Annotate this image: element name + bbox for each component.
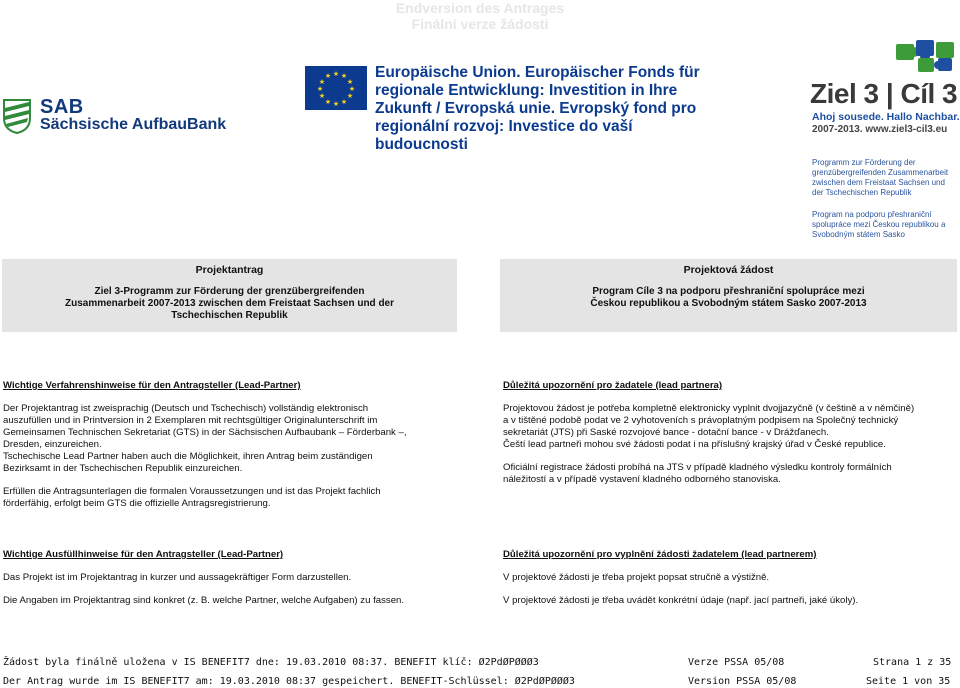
sab-acronym: SAB <box>40 96 84 118</box>
title-box-line: Program Cíle 3 na podporu přeshraniční spolupráce mezi <box>592 286 865 297</box>
eu-text-line: regionální rozvoj: Investice do vaší budoucnosti <box>375 118 633 153</box>
text-line: Oficiální registrace žádosti probíhá na JTS v případě kladného výsledku kontroly formálních <box>503 462 892 473</box>
section-heading: Důležitá upozornění pro vyplnění žádosti žadatelem (lead partnerem) <box>503 549 817 560</box>
eu-funding-text <box>375 64 705 154</box>
title-box-line: Českou republikou a Svobodným státem Sasko 2007-2013 <box>590 298 867 309</box>
title-box-line: Tschechischen Republik <box>171 310 288 321</box>
ziel3-logo-block <box>806 38 958 138</box>
footer-version-cz: Verze PSSA 05/08 <box>688 657 785 668</box>
text-line: förderfähig, erfolgt beim GTS die offizielle Antragsregistrierung. <box>3 498 271 509</box>
text-line: Dresden, einzureichen. <box>3 439 102 450</box>
paragraph: V projektové žádosti je třeba projekt popsat stručně a výstižně. <box>503 572 770 583</box>
title-box-line: Ziel 3-Programm zur Förderung der grenzübergreifenden <box>94 286 365 297</box>
paragraph <box>3 486 473 510</box>
svg-text:★: ★ <box>324 98 332 106</box>
section-heading: Důležitá upozornění pro žadatele (lead partnera) <box>503 380 723 391</box>
program-info-line: Programm zur Förderung der <box>812 158 916 167</box>
program-info-line: Program na podporu přeshraniční <box>812 210 932 219</box>
program-info-line: grenzübergreifenden Zusammenarbeit <box>812 168 949 177</box>
title-box-de <box>2 259 457 332</box>
text-line: Tschechische Lead Partner haben auch die Möglichkeit, ihren Antrag beim zuständigen <box>3 451 373 462</box>
text-line: náležitostí a v případě vystavení kladného odborného stanoviska. <box>503 474 781 485</box>
program-info-line: spolupráce mezi Českou republikou a <box>812 220 946 229</box>
text-line: Projektovou žádost je potřeba kompletně elektronicky vyplnit dvojjazyčně (v češtině a v němčině) <box>503 403 915 414</box>
text-line: Čeští lead partneři mohou své žádosti podat i na příslušný krajský úřad v České republice. <box>503 439 886 450</box>
footer-saved-cz: Žádost byla finálně uložena v IS BENEFIT7 dne: 19.03.2010 08:37. BENEFIT klíč: Ø2PdØPØØØ3 <box>3 657 539 668</box>
title-box-line: Zusammenarbeit 2007-2013 zwischen dem Freistaat Sachsen und der <box>64 298 395 309</box>
ziel3-slogan: Ahoj sousede. Hallo Nachbar. <box>812 111 960 123</box>
text-line: Der Projektantrag ist zweisprachig (Deutsch und Tschechisch) vollständig elektronisch <box>3 403 369 414</box>
puzzle-icon <box>892 38 958 76</box>
paragraph: Das Projekt ist im Projektantrag in kurzer und aussagekräftiger Form darzustellen. <box>3 572 352 583</box>
footer-page-cz: Strana 1 z 35 <box>873 657 952 668</box>
program-info-de <box>812 158 957 198</box>
svg-text:★: ★ <box>332 70 340 78</box>
section-procedure-cz <box>503 380 958 497</box>
title-box-cz <box>500 259 957 332</box>
eu-flag-icon <box>305 66 367 110</box>
svg-text:★: ★ <box>346 92 354 100</box>
program-info-line: Svobodným státem Sasko <box>812 230 905 239</box>
eu-text-line: Europäische Union. Europäischer Fonds für <box>375 64 700 81</box>
svg-text:★: ★ <box>324 72 332 80</box>
svg-text:★: ★ <box>316 85 324 93</box>
footer-page-de: Seite 1 von 35 <box>866 676 951 687</box>
paragraph: Die Angaben im Projektantrag sind konkret (z. B. welche Partner, welche Aufgaben) zu fassen. <box>3 595 405 606</box>
footer-version-de: Version PSSA 05/08 <box>688 676 797 687</box>
paragraph <box>503 403 958 451</box>
svg-text:★: ★ <box>340 98 348 106</box>
paragraph: V projektové žádosti je třeba uvádět konkrétní údaje (např. jací partneři, jaké úkoly). <box>503 595 859 606</box>
svg-text:★: ★ <box>348 85 356 93</box>
paragraph <box>3 403 473 475</box>
section-fill-cz <box>503 549 958 618</box>
svg-text:★: ★ <box>340 72 348 80</box>
watermark-line-de: Endversion des Antrages <box>395 0 565 16</box>
watermark-line-cz: Finální verze žádosti <box>411 16 549 32</box>
svg-text:★: ★ <box>346 78 354 86</box>
svg-text:★: ★ <box>318 78 326 86</box>
text-line: Bezirksamt in der Tschechischen Republik einzureichen. <box>3 463 243 474</box>
section-heading: Wichtige Ausfüllhinweise für den Antragsteller (Lead-Partner) <box>3 549 284 560</box>
section-heading: Wichtige Verfahrenshinweise für den Antragsteller (Lead-Partner) <box>3 380 301 391</box>
text-line: auszufüllen und in Printversion in 2 Exemplaren mit rechtsgültiger Originalunterschrift im <box>3 415 378 426</box>
sab-name: Sächsische AufbauBank <box>40 116 227 133</box>
sab-logo <box>2 96 227 140</box>
footer-saved-de: Der Antrag wurde im IS BENEFIT7 am: 19.03.2010 08:37 gespeichert. BENEFIT-Schlüssel: Ø2PdØPØØØ3 <box>3 676 575 687</box>
section-procedure-de <box>3 380 473 521</box>
program-info-line: der Tschechischen Republik <box>812 188 912 197</box>
svg-text:★: ★ <box>318 92 326 100</box>
text-line: a v tištěné podobě podat ve 2 vyhotoveních s právoplatným podpisem na Společný technický <box>503 415 899 426</box>
title-box-heading: Projektantrag <box>195 264 264 276</box>
eu-logo-block <box>305 64 705 153</box>
title-box-heading: Projektová žádost <box>683 264 774 276</box>
svg-text:★: ★ <box>332 100 340 108</box>
text-line: Gemeinsamen Technischen Sekretariat (GTS) in der Sächsischen Aufbaubank – Förderbank –, <box>3 427 407 438</box>
paragraph <box>503 462 958 486</box>
text-line: Erfüllen die Antragsunterlagen die formalen Voraussetzungen und ist das Projekt fachlich <box>3 486 381 497</box>
ziel3-url: 2007-2013. www.ziel3-cil3.eu <box>812 124 948 135</box>
eu-text-line: regionale Entwicklung: Investition in Ihre <box>375 82 678 99</box>
section-fill-de <box>3 549 473 618</box>
eu-text-line: Zukunft / Evropská unie. Evropský fond pro <box>375 100 697 117</box>
text-line: sekretariát (JTS) při Saské rozvojové bance - dotační bance - v Drážďanech. <box>503 427 829 438</box>
program-info-cz <box>812 210 957 240</box>
program-info-line: zwischen dem Freistaat Sachsen und <box>812 178 945 187</box>
saxony-emblem-icon <box>2 98 32 134</box>
ziel3-title: Ziel 3 | Cíl 3 <box>810 78 958 109</box>
